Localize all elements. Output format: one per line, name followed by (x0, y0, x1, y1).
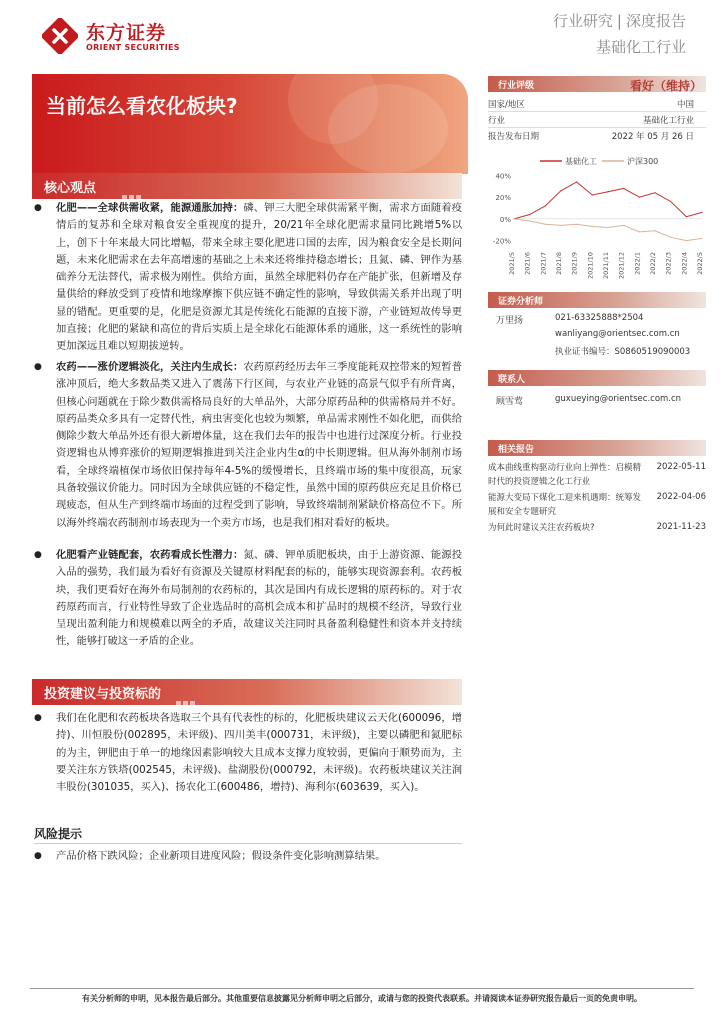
report-type (553, 10, 686, 31)
orient-logo-icon (42, 18, 78, 54)
related-report-date: 2022-04-06 (656, 492, 706, 502)
x-tick-label: 2022/4 (680, 252, 689, 275)
bullet-icon: ● (34, 550, 42, 560)
core-point-text: 农药原药经历去年三季度能耗双控带来的短暂普涨冲顶后，绝大多数品类又进入了震荡下行区间，与农业产业链的高景气似乎有所背离，但核心问题就在于除少数供需格局良好的大单品外，大部分原药品种的供需格局并不好。原药品类众多具有一定替代性，病虫害变化也较为频繁，单品需求刚性不如化肥，而供给侧除少数大单品外还有很大新增体量，这在我们去年的报告中也进行过深度分析。行业投资逻辑也从博弈涨价的短期逻辑推进到关注企业内生α的中长期逻辑。但从海外制剂市场看，全球终端植保市场依旧保持每年4-5%的缓慢增长，且终端市场的集中度很高，玩家具备较强议价能力。同时因为全球供应链的不稳定性，虽然中国的原药供应充足且价格已现疲态，但从生产到终端市场面的过程受到了影响，导致终端制剂紧缺价格高位不下。所以海外终端农药制剂市场表现为一个卖方市场，也是我们相对看好的板块。 (56, 361, 462, 529)
x-tick-label: 2021/9 (570, 252, 579, 275)
info-value: 中国 (676, 100, 694, 110)
x-tick-label: 2022/5 (696, 252, 704, 275)
section-decoration (122, 184, 146, 188)
data-point (623, 188, 624, 189)
analyst-email[interactable]: wanliyang@orientsec.com.cn (555, 329, 680, 339)
report-type-separator: | (616, 12, 622, 30)
report-type-industry: 行业研究 (552, 12, 613, 30)
y-tick-label: -20% (492, 237, 511, 246)
data-point (545, 224, 546, 225)
section-decoration (176, 690, 200, 694)
data-point (592, 226, 593, 227)
data-point (654, 230, 655, 231)
data-point (607, 227, 608, 228)
legend-label: 基础化工 (565, 157, 597, 166)
company-logo (42, 14, 192, 56)
core-point (56, 200, 462, 356)
core-point-title: 化肥——全球供需收紧，能源通胀加持： (56, 202, 244, 214)
core-point (56, 547, 462, 651)
contact-name: 顾雪莺 (496, 397, 524, 407)
related-report-title[interactable]: 为何此时建议关注农药板块? (488, 523, 595, 533)
section-investment (32, 679, 462, 705)
info-value: 基础化工行业 (642, 116, 694, 126)
x-tick-label: 2021/10 (586, 252, 595, 280)
report-type-depth: 深度报告 (625, 12, 686, 30)
x-tick-label: 2022/2 (649, 252, 657, 275)
data-point (529, 220, 530, 221)
related-report-title[interactable]: 能源大变局下煤化工迎来机遇期：统筹发展和安全专题研究 (488, 493, 642, 517)
divider (34, 843, 462, 844)
data-point (576, 181, 577, 182)
logo-text-cn: 东方证券 (86, 22, 167, 44)
investment-text: 我们在化肥和农药板块各选取三个具有代表性的标的，化肥板块建议云天化(600096，增持)、川恒股份(002895，未评级)、四川美丰(000731，未评级)，主要以磷肥和氮肥标的为主，钾肥由于单一的地缘因素影响较大且成本支撑力度较弱，更偏向于顺势而为，主要关注东方铁塔(002545，未评级)、盐湖股份(000792，未评级)。农药板块建议关注润丰股份(301035，买入)、扬农化工(600486，增持)、海利尔(603639，买入)。 (56, 712, 462, 794)
data-point (560, 225, 561, 226)
x-tick-label: 2021/8 (555, 252, 563, 275)
related-report-title[interactable]: 成本曲线重构驱动行业向上弹性：启模精时代的投资逻辑之化工行业 (488, 463, 642, 487)
data-point (607, 191, 608, 192)
series-line (514, 219, 702, 241)
x-tick-label: 2021/7 (539, 252, 548, 275)
section-core-view (32, 173, 462, 199)
analyst-label: 证券分析师 (498, 297, 544, 307)
core-point-text: 磷、钾三大肥全球供需紧平衡，需求方面随着疫情后的复苏和全球对粮食安全重视度的提升，20/21年全球化肥需求量同比跳增5%以上，创下十年来最大同比增幅，带来全球主要化肥进口国的去库，因为粮食安全是长期问题，未来化肥需求在去年高增速的基础之上未来还将维持稳态增长；且氮、磷、钾作为基础养分无法替代，需求极为刚性。供给方面，虽然全球肥料仍存在产能扩张，但新增及存量供给的释放受到了疫情和地缘摩擦下供应链不确定性的影响，导致供需关系并出现了明显的错配。更重要的是，化肥是资源尤其是传统化石能源的直接下游，产业链短故传导更加直接；化肥的紧缺和高位的背后实质上是全球化石能源体系的通胀，这一系统性的影响更加深远且难以短期拔逆转。 (56, 202, 462, 353)
contact-email[interactable]: guxueying@orientsec.com.cn (555, 394, 682, 404)
data-point (545, 205, 546, 206)
core-point-title: 农药——涨价逻辑淡化，关注内生成长： (56, 361, 244, 373)
data-point (529, 214, 530, 215)
analyst-bar (488, 292, 706, 308)
bullet-icon: ● (34, 851, 42, 861)
x-tick-label: 2021/5 (508, 252, 516, 275)
x-tick-label: 2022/1 (633, 252, 642, 275)
footer-disclaimer: 有关分析师的申明，见本报告最后部分。其他重要信息披露见分析师申明之后部分，或请与您的投资代表联系。并请阅读本证券研究报告最后一页的免责申明。 (82, 994, 642, 1003)
data-point (701, 212, 702, 213)
data-point (686, 240, 687, 241)
info-key: 国家/地区 (488, 100, 525, 110)
title-banner (32, 74, 468, 174)
related-report-date: 2021-11-23 (656, 522, 706, 532)
report-title: 当前怎么看农化板块? (46, 94, 238, 118)
related-report-date: 2022-05-11 (656, 462, 706, 472)
related-label: 相关报告 (498, 445, 535, 455)
analyst-name: 万里扬 (496, 316, 524, 326)
data-point (592, 194, 593, 195)
info-key: 行业 (488, 116, 506, 126)
sector-heading: 基础化工行业 (595, 38, 686, 56)
rating-value: 看好（维持） (629, 79, 702, 93)
divider (488, 127, 706, 128)
risk-text: 产品价格下跌风险；企业新项目进度风险；假设条件变化影响测算结果。 (56, 850, 386, 862)
data-point (686, 216, 687, 217)
core-point-text: 氮、磷、钾单质肥板块，由于上游资源、能源投入品的强势，我们最为看好有资源及关键原材料配套的标的，能够实现资源套利。农药板块，我们更看好在海外布局制剂的农药标的，其次是国内有成长逻辑的原药标的。对于农药原药而言，行业特性导致了企业选品时的高机会成本和扩品时的规模不经济，导致行业呈现出盈利能力和规模难以两全的矛盾，故建议关注同时具备盈利稳健性和资本并支持续性，能够打破这一矛盾的企业。 (56, 549, 462, 648)
analyst-cert: 执业证书编号：S0860519090003 (555, 347, 691, 357)
analyst-phone: 021-63325888*2504 (555, 313, 644, 323)
info-value: 2022 年 05 月 26 日 (611, 132, 694, 142)
x-tick-label: 2021/12 (617, 252, 626, 280)
data-point (654, 192, 655, 193)
related-bar (488, 440, 706, 456)
x-tick-label: 2022/3 (664, 252, 673, 275)
core-point-title: 化肥看产业链配套，农药看成长性潜力： (56, 549, 244, 561)
legend-label: 沪深300 (627, 157, 659, 166)
data-point (639, 197, 640, 198)
core-point (56, 359, 462, 532)
data-point (623, 225, 624, 226)
contact-bar (488, 370, 706, 386)
y-tick-label: 0% (499, 215, 511, 224)
contact-label: 联系人 (498, 375, 526, 385)
data-point (670, 201, 671, 202)
data-point (701, 238, 702, 239)
y-tick-label: 40% (495, 172, 511, 181)
footer-divider (30, 988, 694, 989)
bullet-icon: ● (34, 362, 42, 372)
info-key: 报告发布日期 (488, 132, 540, 142)
logo-text-en: ORIENT SECURITIES (86, 43, 180, 52)
x-tick-label: 2021/6 (523, 252, 532, 275)
data-point (670, 237, 671, 238)
data-point (513, 218, 514, 219)
performance-chart (488, 150, 710, 285)
bullet-icon: ● (34, 203, 42, 213)
data-point (639, 231, 640, 232)
data-point (560, 190, 561, 191)
bullet-icon: ● (34, 713, 42, 723)
x-tick-label: 2021/11 (602, 252, 610, 280)
risk-title: 风险提示 (34, 827, 83, 841)
divider (488, 111, 706, 112)
data-point (576, 224, 577, 225)
rating-label: 行业评级 (498, 81, 535, 91)
section-title: 核心观点 (44, 181, 97, 196)
section-title: 投资建议与投资标的 (44, 687, 162, 702)
series-line (514, 182, 702, 219)
y-tick-label: 20% (495, 194, 511, 203)
